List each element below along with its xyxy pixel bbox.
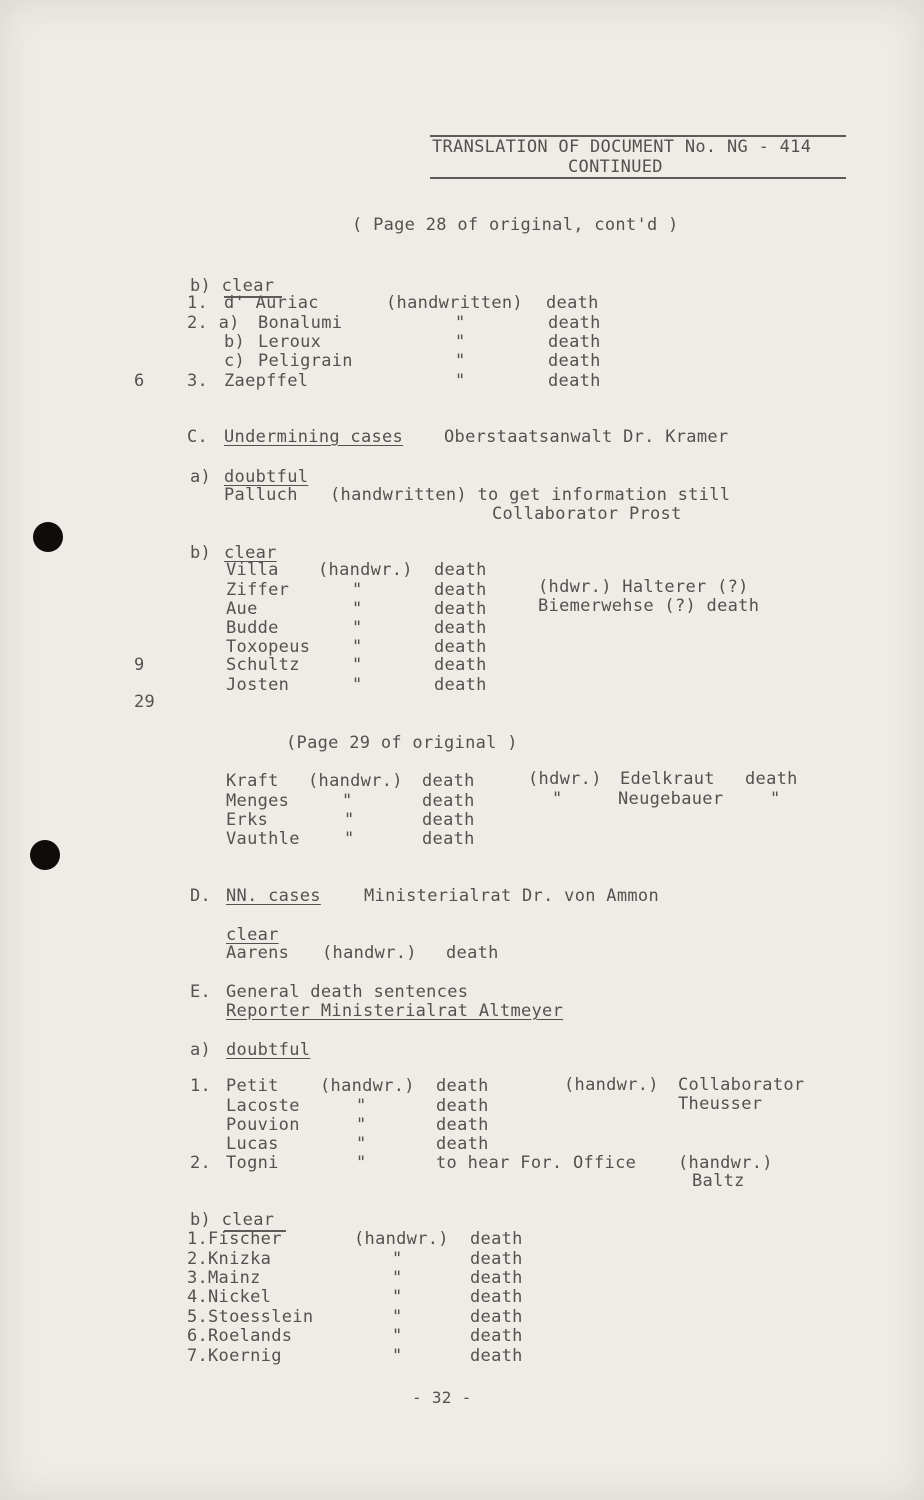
sec6-row7-mark: 7.	[187, 1346, 209, 1366]
sec5-row5-result: to hear For. Office	[436, 1153, 637, 1173]
sec4-mark: D.	[190, 886, 212, 906]
sec3-row4-result: death	[422, 829, 475, 849]
margin-number-29: 29	[134, 692, 156, 712]
sec5-doubtful-mark: a)	[190, 1040, 212, 1060]
sec6-row6-name: Roelands	[208, 1326, 293, 1346]
sec5-baltz-name: Baltz	[692, 1171, 745, 1191]
sec2-row1-note: (handwr.)	[318, 560, 413, 580]
sec2-palluch-name: Palluch	[224, 485, 298, 505]
sec6-row4-note: "	[392, 1287, 403, 1307]
sec1-row4-name: Peligrain	[258, 351, 353, 371]
sec2-row1-name: Villa	[226, 560, 279, 580]
sec6-row2-result: death	[470, 1249, 523, 1269]
sec6-row6-result: death	[470, 1326, 523, 1346]
sec3-row4-note: "	[344, 829, 355, 849]
sec5-baltz-note: (handwr.)	[678, 1153, 773, 1173]
sec1-row1-mark: 1.	[187, 293, 209, 313]
sec5-row5-name: Togni	[226, 1153, 279, 1173]
sec1-row1-name: d' Auriac	[224, 293, 319, 313]
sec2-clear: clear	[224, 543, 277, 563]
sec2-row3-name: Aue	[226, 599, 258, 619]
sec5-row3-name: Pouvion	[226, 1115, 300, 1135]
sec2-row1-result: death	[434, 560, 487, 580]
sec5-row4-note: "	[356, 1134, 367, 1154]
sec6-row6-note: "	[392, 1326, 403, 1346]
sec6-marker: b) clear	[190, 1210, 275, 1230]
sec4-note: (handwr.)	[322, 943, 417, 963]
page-29-note: (Page 29 of original )	[286, 733, 518, 753]
sec1-row5-mark: 3.	[187, 371, 209, 391]
sec4-clear: clear	[226, 925, 279, 945]
sec2-row5-name: Toxopeus	[226, 637, 311, 657]
sec6-row5-mark: 5.	[187, 1307, 209, 1327]
sec3-row2-extra-note: "	[552, 789, 563, 809]
sec3-row1-extra-name: Edelkraut	[620, 769, 715, 789]
sec1-row2-mark: 2. a)	[187, 313, 240, 333]
header-title: TRANSLATION OF DOCUMENT No. NG - 414	[432, 137, 812, 157]
sec3-row3-note: "	[344, 810, 355, 830]
sec2-palluch-collab: Collaborator Prost	[492, 504, 682, 524]
punch-hole-top	[33, 522, 63, 552]
sec3-row1-result: death	[422, 771, 475, 791]
sec2-title-mark: C.	[187, 427, 209, 447]
sec5-row4-name: Lucas	[226, 1134, 279, 1154]
sec4-result: death	[446, 943, 499, 963]
sec3-row1-note: (handwr.)	[308, 771, 403, 791]
sec6-row3-name: Mainz	[208, 1268, 261, 1288]
sec6-row2-note: "	[392, 1249, 403, 1269]
sec3-row3-name: Erks	[226, 810, 269, 830]
page-number: - 32 -	[412, 1388, 472, 1407]
sec5-row4-result: death	[436, 1134, 489, 1154]
sec2-row7-result: death	[434, 675, 487, 695]
sec6-row5-name: Stoesslein	[208, 1307, 314, 1327]
sec3-row1-name: Kraft	[226, 771, 279, 791]
sec2-row7-note: "	[352, 675, 363, 695]
sec5-reporter: Reporter Ministerialrat Altmeyer	[226, 1001, 564, 1021]
sec6-row6-mark: 6.	[187, 1326, 209, 1346]
sec6-row4-result: death	[470, 1287, 523, 1307]
sec5-collab-line2: Theusser	[678, 1094, 763, 1114]
sec1-marker: b) clear	[190, 276, 275, 296]
sec5-row5-mark: 2.	[190, 1153, 212, 1173]
sec5-row2-name: Lacoste	[226, 1096, 300, 1116]
sec6-row4-mark: 4.	[187, 1287, 209, 1307]
sec2-doubtful: doubtful	[224, 467, 309, 487]
sec5-title: General death sentences	[226, 982, 469, 1002]
sec2-row2-extra: (hdwr.) Halterer (?)	[538, 577, 749, 597]
sec2-row2-note: "	[352, 580, 363, 600]
sec5-mark: E.	[190, 982, 212, 1002]
sec1-row3-result: death	[548, 332, 601, 352]
header-subtitle: CONTINUED	[568, 157, 663, 177]
sec6-row3-note: "	[392, 1268, 403, 1288]
sec2-row6-result: death	[434, 655, 487, 675]
sec3-row2-name: Menges	[226, 791, 290, 811]
sec1-row4-note: "	[455, 351, 466, 371]
sec1-row5-name: Zaepffel	[224, 371, 309, 391]
sec5-collab-note: (handwr.)	[564, 1075, 659, 1095]
sec4-title: NN. cases	[226, 886, 321, 906]
header-rule-bottom	[430, 177, 846, 179]
sec2-row5-note: "	[352, 637, 363, 657]
sec3-row2-extra-result: "	[770, 789, 781, 809]
sec1-row5-note: "	[455, 371, 466, 391]
sec6-row1-note: (handwr.)	[354, 1229, 449, 1249]
margin-number-6: 6	[134, 371, 145, 391]
sec2-row2-result: death	[434, 580, 487, 600]
sec3-row1-extra-result: death	[745, 769, 798, 789]
sec2-title: Undermining cases	[224, 427, 404, 447]
sec1-row4-result: death	[548, 351, 601, 371]
sec5-row1-name: Petit	[226, 1076, 279, 1096]
sec2-palluch-note: (handwritten) to get information still	[330, 485, 731, 505]
sec3-row3-result: death	[422, 810, 475, 830]
sec6-row7-name: Koernig	[208, 1346, 282, 1366]
sec5-row5-note: "	[356, 1153, 367, 1173]
sec5-doubtful: doubtful	[226, 1040, 311, 1060]
sec2-clear-mark: b)	[190, 543, 212, 563]
sec6-row1-mark: 1.	[187, 1229, 209, 1249]
sec4-name: Aarens	[226, 943, 290, 963]
sec6-row5-note: "	[392, 1307, 403, 1327]
sec2-row2-name: Ziffer	[226, 580, 290, 600]
sec5-row1-mark: 1.	[190, 1076, 212, 1096]
sec6-row2-mark: 2.	[187, 1249, 209, 1269]
sec6-row1-result: death	[470, 1229, 523, 1249]
sec5-row1-note: (handwr.)	[320, 1076, 415, 1096]
sec1-row4-mark: c)	[224, 351, 246, 371]
sec5-row2-result: death	[436, 1096, 489, 1116]
sec1-row2-result: death	[548, 313, 601, 333]
punch-hole-bottom	[30, 840, 60, 870]
sec4-official: Ministerialrat Dr. von Ammon	[364, 886, 659, 906]
sec3-row2-note: "	[342, 791, 353, 811]
sec5-row3-note: "	[356, 1115, 367, 1135]
sec1-row3-name: Leroux	[258, 332, 322, 352]
margin-number-9: 9	[134, 655, 145, 675]
sec2-row4-result: death	[434, 618, 487, 638]
sec3-row4-name: Vauthle	[226, 829, 300, 849]
sec6-row4-name: Nickel	[208, 1287, 272, 1307]
sec6-row1-name: Fischer	[208, 1229, 282, 1249]
sec6-row2-name: Knizka	[208, 1249, 272, 1269]
sec2-row6-name: Schultz	[226, 655, 300, 675]
sec2-row3-note: "	[352, 599, 363, 619]
sec2-row4-note: "	[352, 618, 363, 638]
sec1-row2-note: "	[455, 313, 466, 333]
page-28-note: ( Page 28 of original, cont'd )	[352, 215, 679, 235]
sec6-row7-note: "	[392, 1346, 403, 1366]
sec1-row3-mark: b)	[224, 332, 246, 352]
sec6-row3-result: death	[470, 1268, 523, 1288]
sec3-row1-extra-note: (hdwr.)	[528, 769, 602, 789]
sec3-row2-result: death	[422, 791, 475, 811]
sec1-row5-result: death	[548, 371, 601, 391]
sec6-row5-result: death	[470, 1307, 523, 1327]
sec1-row1-result: death	[546, 293, 599, 313]
sec6-row7-result: death	[470, 1346, 523, 1366]
sec2-doubtful-mark: a)	[190, 467, 212, 487]
sec5-row3-result: death	[436, 1115, 489, 1135]
sec2-row5-result: death	[434, 637, 487, 657]
sec6-row3-mark: 3.	[187, 1268, 209, 1288]
sec3-row2-extra-name: Neugebauer	[618, 789, 724, 809]
sec2-row7-name: Josten	[226, 675, 290, 695]
sec5-collab-line1: Collaborator	[678, 1075, 805, 1095]
sec1-row3-note: "	[455, 332, 466, 352]
sec2-official: Oberstaatsanwalt Dr. Kramer	[444, 427, 729, 447]
sec2-row4-name: Budde	[226, 618, 279, 638]
sec2-row6-note: "	[352, 655, 363, 675]
sec1-row2-name: Bonalumi	[258, 313, 343, 333]
sec2-row3-result: death	[434, 599, 487, 619]
sec2-row3-extra: Biemerwehse (?) death	[538, 596, 760, 616]
sec1-row1-note: (handwritten)	[386, 293, 523, 313]
sec5-row2-note: "	[356, 1096, 367, 1116]
sec5-row1-result: death	[436, 1076, 489, 1096]
